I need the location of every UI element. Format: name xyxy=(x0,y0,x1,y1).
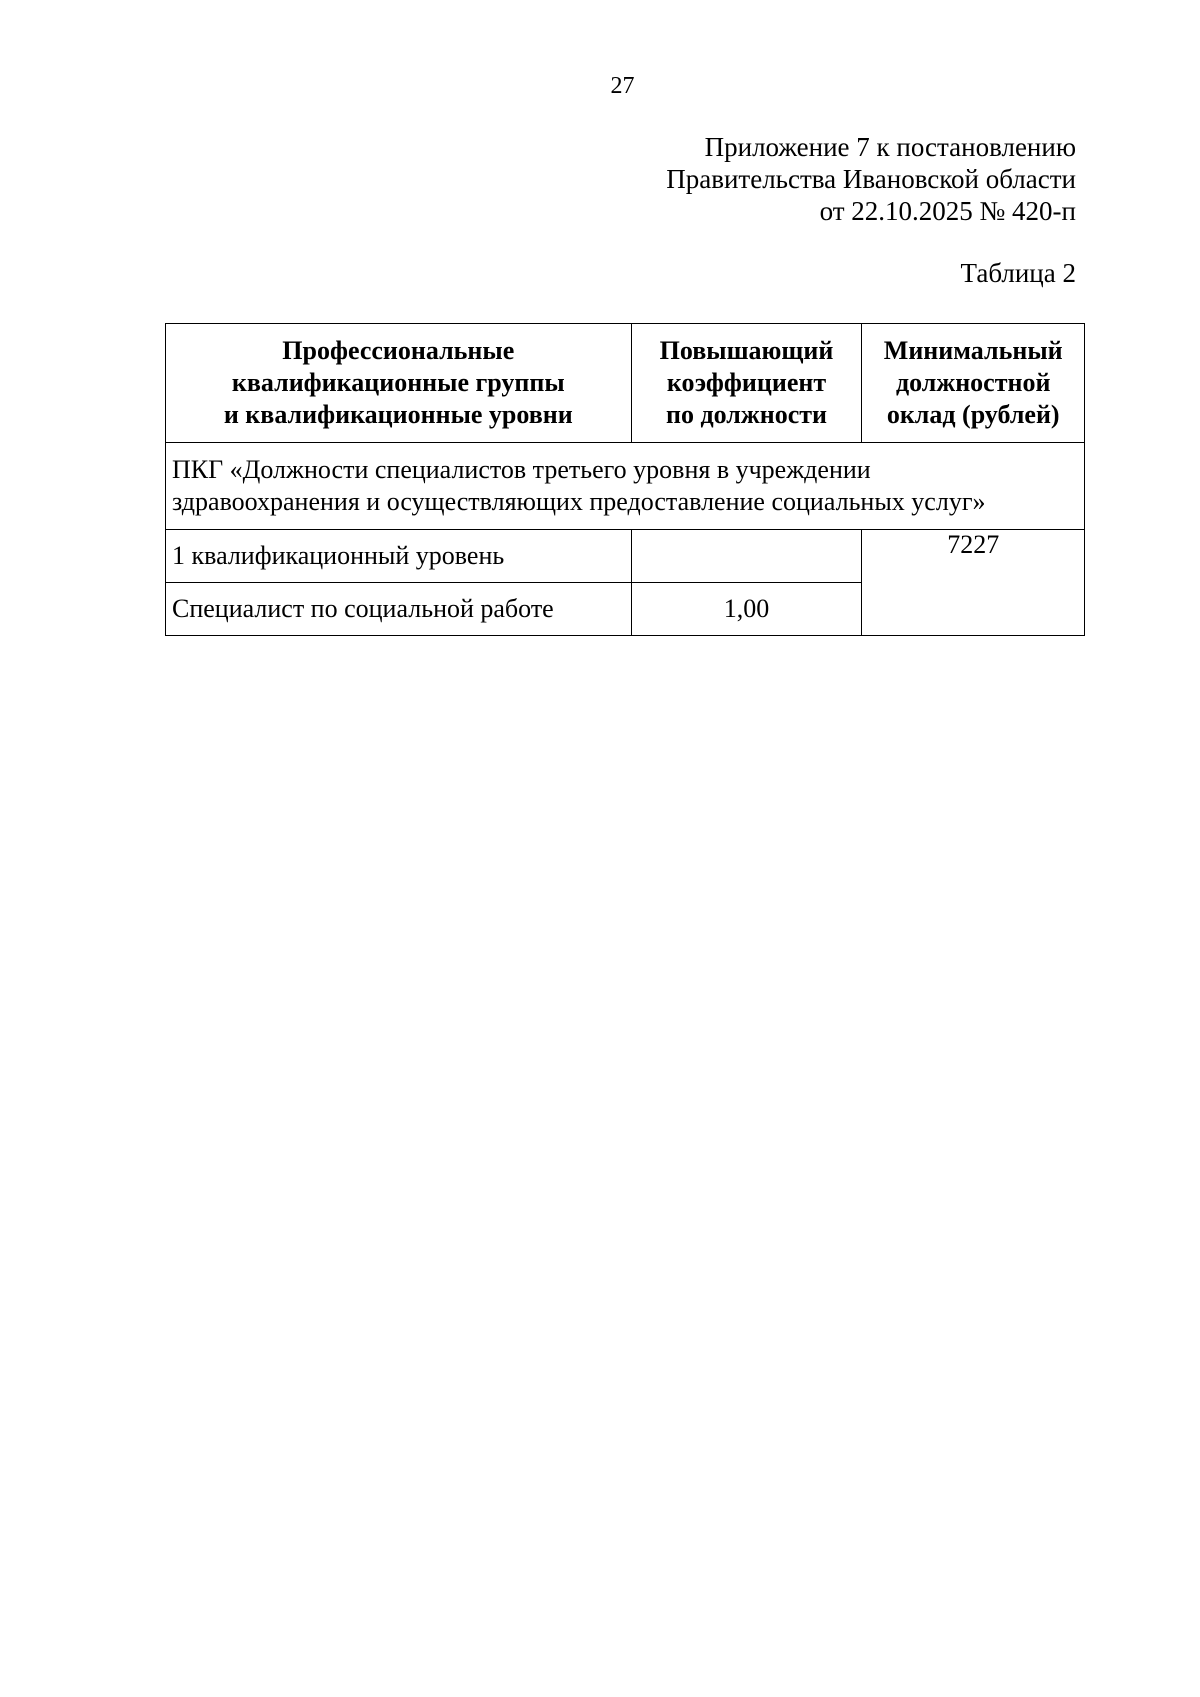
table-label: Таблица 2 xyxy=(960,258,1076,288)
header-1-line-2: квалификационные группы xyxy=(231,368,565,397)
appendix-line-2: Правительства Ивановской области xyxy=(666,164,1076,194)
header-coefficient xyxy=(631,324,862,443)
table-header-row xyxy=(166,324,1085,443)
header-3-line-2: должностной xyxy=(895,368,1051,397)
header-1-line-1: Профессиональные xyxy=(282,336,515,365)
header-minimum-salary xyxy=(862,324,1085,443)
header-2-line-1: Повышающий xyxy=(659,336,834,365)
salary-table xyxy=(165,323,1085,636)
group-title-line-1: ПКГ «Должности специалистов третьего уровня в учреждении xyxy=(172,455,871,484)
header-1-line-3: и квалификационные уровни xyxy=(223,400,573,429)
table-row xyxy=(166,530,1085,583)
position-coefficient-cell: 1,00 xyxy=(631,583,862,636)
qualification-level-cell: 1 квалификационный уровень xyxy=(166,530,632,583)
position-name-cell: Специалист по социальной работе xyxy=(166,583,632,636)
header-3-line-1: Минимальный xyxy=(883,336,1063,365)
appendix-reference xyxy=(666,131,1076,227)
header-3-line-3: оклад (рублей) xyxy=(886,400,1060,429)
appendix-line-1: Приложение 7 к постановлению xyxy=(704,132,1076,162)
page-number: 27 xyxy=(610,73,635,99)
group-title-line-2: здравоохранения и осуществляющих предоставление социальных услуг» xyxy=(172,487,986,516)
group-title-cell xyxy=(166,443,1085,530)
level-coefficient-cell xyxy=(631,530,862,583)
header-qualification-groups xyxy=(166,324,632,443)
appendix-line-3: от 22.10.2025 № 420-п xyxy=(819,196,1076,226)
header-2-line-3: по должности xyxy=(665,400,827,429)
header-2-line-2: коэффициент xyxy=(666,368,827,397)
group-row xyxy=(166,443,1085,530)
minimum-salary-cell: 7227 xyxy=(862,530,1085,636)
